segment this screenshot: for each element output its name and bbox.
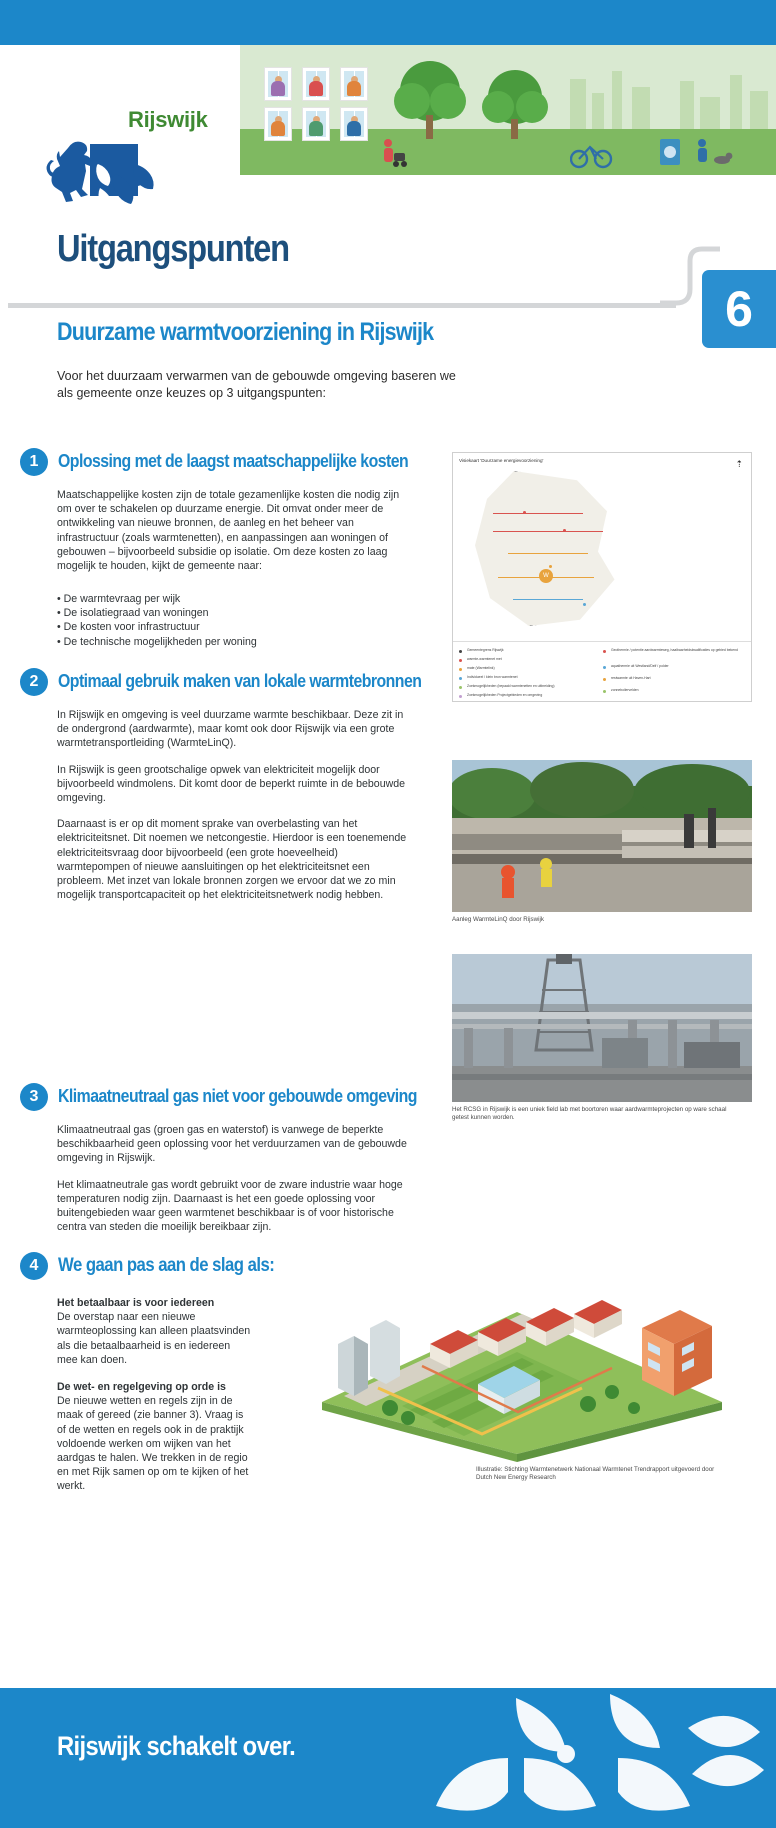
section-3-body bbox=[57, 1123, 412, 1234]
photo-content bbox=[452, 760, 752, 912]
legend-item: aquathermie uit Westland/Delf / polder bbox=[611, 664, 669, 668]
photo-rcsg-rijswijk bbox=[452, 954, 752, 1102]
person-walking-dog-icon bbox=[692, 137, 734, 169]
title-divider bbox=[8, 303, 676, 308]
list-item: • De isolatiegraad van woningen bbox=[57, 606, 412, 620]
north-arrow-icon: ⇡ bbox=[735, 459, 743, 469]
illustration-content bbox=[282, 1284, 752, 1464]
legend-item: Gemeentegrens Rijswijk bbox=[467, 648, 504, 652]
footer-slogan: Rijswijk schakelt over. bbox=[57, 1731, 296, 1761]
window-icon bbox=[264, 107, 292, 141]
map-marker-labeled: W bbox=[539, 569, 553, 583]
section-2-title: Optimaal gebruik maken van lokale warmtebronnen bbox=[58, 671, 422, 691]
section-1-number: 1 bbox=[20, 448, 48, 476]
map-marker bbox=[563, 529, 566, 532]
section-4-body bbox=[57, 1296, 252, 1494]
subsection-text: De nieuwe wetten en regels zijn in de maak of gereed (zie banner 3). Vraag is of de wetten en regels ook in de praktijk voldoende werken om wijken van het aardgas te halen. We trekken in de regio en met Rijk samen op om te kijken of het werkt. bbox=[57, 1395, 249, 1493]
rijswijk-lion-crest-icon bbox=[38, 130, 168, 215]
intro-paragraph: Voor het duurzaam verwarmen van de gebouwde omgeving baseren we als gemeente onze keuzes op 3 uitgangspunten: bbox=[57, 369, 456, 400]
section-2-paragraph-3: Daarnaast is er op dit moment sprake van overbelasting van het elektriciteitsnet. Dit noemen we netcongestie. Hierdoor is een toenemende elektriciteitsvraag door bijvoorbeeld (een grote hoeveelheid) warmtepompen of nieuwe aansluitingen op het elektriciteitsnet een probleem. Met inzet van lokale bronnen zorgen we ervoor dat we zo min mogelijk transportcapaciteit op het elektriciteitsnetwerk nodig hebben. bbox=[57, 818, 407, 902]
caption-rcsg: Het RCSG in Rijswijk is een uniek field lab met boortoren waar aardwarmteprojecten op ware schaal getest kunnen worden. bbox=[452, 1106, 727, 1121]
section-2-paragraph-2: In Rijswijk is geen grootschalige opwek van elektriciteit mogelijk door bijvoorbeeld windmolens. Dit komt door de beperkt ruimte in de bebouwde omgeving. bbox=[57, 763, 406, 805]
section-2-body bbox=[57, 708, 412, 902]
map-marker bbox=[523, 511, 526, 514]
map-line bbox=[493, 513, 583, 514]
legend-item: Zoekmogelijkheden (bepaald warmtenetten en uitbreiding) bbox=[467, 684, 555, 688]
section-4-subsection-2 bbox=[57, 1380, 252, 1494]
tree-icon bbox=[478, 67, 552, 139]
legend-item: warmte-warmtenet met bbox=[467, 657, 502, 661]
illustration-warmtenetwerk-wijk bbox=[282, 1284, 752, 1464]
map-line bbox=[513, 599, 583, 600]
photo-content bbox=[452, 954, 752, 1102]
page-subtitle: Duurzame warmtvoorziening in Rijswijk bbox=[57, 318, 434, 346]
person-with-stroller-icon bbox=[378, 137, 408, 171]
legend-item: mate (Warmtelink) bbox=[467, 666, 495, 670]
photo-warmtelinq-aanleg bbox=[452, 760, 752, 912]
section-4-title: We gaan pas aan de slag als: bbox=[58, 1255, 275, 1276]
legend-item: restwarmte uit Haven-Hart bbox=[611, 676, 651, 680]
page-title: Uitgangspunten bbox=[57, 228, 289, 270]
section-2-number: 2 bbox=[20, 668, 48, 696]
legend-item: Zoekmogelijkheden Projectgebieden en omgeving bbox=[467, 693, 543, 697]
section-1-bullets bbox=[57, 592, 412, 649]
section-1-paragraph-1: Maatschappelijke kosten zijn de totale gezamenlijke kosten die nodig zijn om over te schakelen op duurzame energie. Dit omvat onder meer de ontwikkeling van nieuwe bronnen, de aanleg en het beheer van infrastructuur (zoals warmtenetten), en aanpassingen aan woningen of gebouwen – bijvoorbeeld subsidie op isolatie. Om deze kosten zo laag mogelijk te houden, kijkt de gemeente naar: bbox=[57, 489, 400, 573]
section-3-paragraph-1: Klimaatneutraal gas (groen gas en waterstof) is vanwege de beperkte beschikbaarheid geen oplossing voor het verduurzamen van de gebouwde omgeving in Rijswijk. bbox=[57, 1124, 407, 1165]
list-item: • De technische mogelijkheden per woning bbox=[57, 635, 412, 649]
section-3-title: Klimaatneutraal gas niet voor gebouwde omgeving bbox=[58, 1086, 417, 1106]
section-1-title: Oplossing met de laagst maatschappelijke kosten bbox=[58, 451, 409, 471]
map-boundary bbox=[469, 471, 619, 626]
legend-item: Individueel / klein bron warmtenet bbox=[467, 675, 518, 679]
tree-icon bbox=[390, 59, 470, 139]
window-icon bbox=[302, 67, 330, 101]
window-icon bbox=[302, 107, 330, 141]
section-3-paragraph-2: Het klimaatneutrale gas wordt gebruikt voor de zware industrie waar hoge temperaturen nodig zijn. Daarnaast is het een goede oplossing voor buitengebieden waar geen warmtenet beschikbaar is of voor historische centra van steden die moeilijk bereikbaar zijn. bbox=[57, 1178, 403, 1234]
caption-warmtelinq: Aanleg WarmteLinQ door Rijswijk bbox=[452, 916, 544, 923]
logo-zone bbox=[0, 45, 240, 175]
legend-item: zonneboilervelden bbox=[611, 688, 639, 692]
window-icon bbox=[340, 107, 368, 141]
hero-illustration bbox=[240, 45, 776, 175]
section-2-paragraph-1: In Rijswijk en omgeving is veel duurzame warmte beschikbaar. Deze zit in de ondergrond (aardwarmte), maar komt ook door Rijswijk via een grote warmtetransportleiding (WarmteLinQ). bbox=[57, 709, 404, 750]
subsection-text: De overstap naar een nieuwe warmteoplossing kan alleen plaatsvinden als die betaalbaarheid is en iedereen mee kan doen. bbox=[57, 1311, 251, 1366]
window-icon bbox=[264, 67, 292, 101]
map-duurzame-energievoorziening bbox=[452, 452, 752, 702]
section-1-body bbox=[57, 488, 412, 573]
banner-number-badge: 6 bbox=[702, 270, 776, 348]
list-item: • De kosten voor infrastructuur bbox=[57, 620, 412, 634]
section-3-number: 3 bbox=[20, 1083, 48, 1111]
list-item: • De warmtevraag per wijk bbox=[57, 592, 412, 606]
caption-illustration: Illustratie: Stichting Warmtenetwerk Nationaal Warmtenet Trendrapport uitgevoerd door Dutch New Energy Research bbox=[476, 1466, 715, 1481]
window-icon bbox=[340, 67, 368, 101]
map-marker bbox=[583, 603, 586, 606]
subsection-heading: Het betaalbaar is voor iedereen bbox=[57, 1297, 215, 1309]
heat-pump-unit-icon bbox=[658, 123, 684, 169]
top-accent-bar bbox=[0, 0, 776, 45]
section-4-number: 4 bbox=[20, 1252, 48, 1280]
subsection-heading: De wet- en regelgeving op orde is bbox=[57, 1381, 226, 1394]
map-title: Visiekaart 'Duurzame energievoorziening' bbox=[459, 458, 544, 463]
map-legend bbox=[453, 641, 752, 702]
map-line bbox=[508, 553, 588, 554]
section-4-subsection-1 bbox=[57, 1296, 252, 1367]
map-marker bbox=[549, 565, 552, 568]
map-line bbox=[493, 531, 603, 532]
bicycle-icon bbox=[570, 141, 614, 169]
legend-item: Geothermie / potentie aardwarmteweg, haalbaarheidskwalificaties op gebied bekend bbox=[611, 648, 738, 652]
brand-name: Rijswijk bbox=[128, 107, 208, 132]
footer-petals-icon bbox=[430, 1688, 776, 1828]
